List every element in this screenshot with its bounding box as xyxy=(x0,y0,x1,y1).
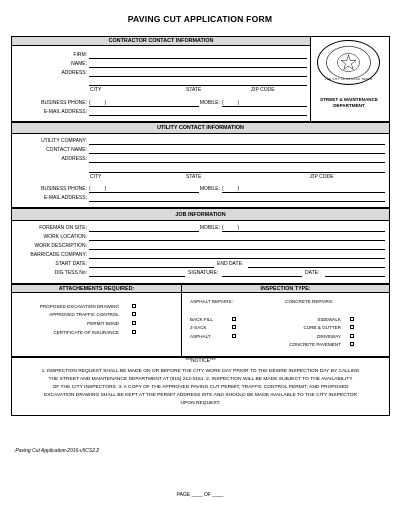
utility-company-label: UTILITY COMPANY: xyxy=(41,138,87,144)
concrete-checkbox[interactable] xyxy=(350,334,354,338)
utility-business-phone-label: BUSINESS PHONE: xyxy=(41,186,87,192)
foreman-field[interactable] xyxy=(89,231,199,232)
asphalt-item-label: ASPHALT xyxy=(190,334,211,339)
notice-line: THE STREET AND MAINTENANCE DEPARTMENT AT (915) 212-0151. 2. INSPECTION WILL BE MADE SUBJECT TO THE AVAILABILITY xyxy=(48,377,353,382)
dig-tess-field[interactable] xyxy=(89,276,185,277)
concrete-checkbox[interactable] xyxy=(350,325,354,329)
city-label: CITY xyxy=(90,87,102,93)
job-mobile-field[interactable]: ( ) xyxy=(222,225,240,231)
seal-text: THE CITY OF EL PASO TEXAS xyxy=(324,77,373,81)
zip-label: ZIP CODE xyxy=(251,87,275,93)
job-mobile-line xyxy=(222,231,385,232)
page-title: PAVING CUT APPLICATION FORM xyxy=(127,14,273,24)
name-field[interactable] xyxy=(89,67,307,68)
concrete-item-label: DRIVEWAY xyxy=(317,334,341,339)
notice-line: UPON REQUEST. xyxy=(180,401,221,406)
address-label: ADDRESS: xyxy=(61,70,87,76)
attachments-header: ATTACHEMENTS REQUIRED: xyxy=(12,285,181,293)
utility-email-field[interactable] xyxy=(89,201,385,202)
firm-field[interactable] xyxy=(89,58,307,59)
start-date-label: START DATE: xyxy=(55,261,87,267)
date-field[interactable] xyxy=(325,276,385,277)
utility-mobile-line xyxy=(222,192,385,193)
foreman-label: FOREMAN ON SITE: xyxy=(39,225,87,231)
work-description-label: WORK DESCRIPTION: xyxy=(34,243,87,249)
end-date-label: END DATE: xyxy=(217,261,244,267)
asphalt-checkbox[interactable] xyxy=(232,317,236,321)
notice-title: ***NOTICE*** xyxy=(185,358,216,364)
attachment-checkbox[interactable] xyxy=(132,330,136,334)
utility-zip-label: ZIP CODE xyxy=(310,174,334,180)
contact-name-field[interactable] xyxy=(89,153,385,154)
attachment-checkbox[interactable] xyxy=(132,321,136,325)
utility-company-field[interactable] xyxy=(89,144,385,145)
utility-email-label: E-MAIL ADDRESS: xyxy=(43,195,87,201)
utility-address-field[interactable] xyxy=(89,162,385,163)
firm-label: FIRM: xyxy=(73,52,87,58)
city-seal-icon xyxy=(317,40,380,85)
business-phone-field[interactable]: ( ) xyxy=(89,100,107,106)
notice-line: EXCAVATION DRAWING SHALL BE KEPT AT THE PERMIT ADDRESS SITE AND SHOULD BE MADE AVAILABLE TO THE CITY INSPECTOR xyxy=(44,393,357,398)
concrete-checkbox[interactable] xyxy=(350,317,354,321)
address-field[interactable] xyxy=(89,76,307,77)
barricade-field[interactable] xyxy=(89,258,385,259)
contractor-divider xyxy=(310,36,311,122)
address-field-2[interactable] xyxy=(89,85,307,86)
attachment-item-label: APPROVED TRAFFIC CONTROL xyxy=(49,312,119,317)
concrete-checkbox[interactable] xyxy=(350,342,354,346)
asphalt-repairs-title: ASPHALT REPAIRS: xyxy=(190,299,233,304)
version-label: :Paving Cut Application-2016-v5CS2.2 xyxy=(14,448,100,454)
barricade-label: BARRICADE COMPANY: xyxy=(30,252,87,258)
email-field[interactable] xyxy=(89,115,307,116)
date-label: DATE: xyxy=(305,270,320,276)
attachment-item-label: PROPOSED EXCAVATION DRAWING xyxy=(39,304,119,309)
concrete-item-label: CONCRETE PAVEMENT xyxy=(289,342,341,347)
signature-label: SIGNATURE: xyxy=(188,270,219,276)
asphalt-checkbox[interactable] xyxy=(232,334,236,338)
name-label: NAME: xyxy=(71,61,87,67)
mobile-field[interactable]: ( ) xyxy=(222,100,240,106)
work-location-label: WORK LOCATION: xyxy=(43,234,87,240)
business-phone-label: BUSINESS PHONE: xyxy=(41,100,87,106)
job-mobile-label: MOBILE: xyxy=(199,225,220,231)
business-phone-line xyxy=(89,106,199,107)
end-date-field[interactable] xyxy=(248,267,385,268)
notice-line: 1. INSPECTION REQUEST SHALL BE MADE ON OR BEFORE THE CITY WORK DAY PRIOR TO THE DESIRE INSPECTION DAY BY CALLING xyxy=(41,369,360,374)
state-label: STATE xyxy=(186,87,202,93)
utility-business-phone-line xyxy=(89,192,199,193)
concrete-repairs-title: CONCRETE REPAIRS: xyxy=(285,299,334,304)
department-label: STREET & MAINTENANCE DEPARTMENT xyxy=(320,97,378,108)
inspection-header: INSPECTION TYPE: xyxy=(182,285,389,293)
work-description-field[interactable] xyxy=(89,249,385,250)
notice-line: OF THE CITY INSPECTORS. 3. A COPY OF THE APPROVED PAVING CUT PERMIT, TRAFFIC CONTROL PERMIT, AND PROPOSED xyxy=(52,385,349,390)
asphalt-checkbox[interactable] xyxy=(232,325,236,329)
attachment-item-label: PERMIT BOND xyxy=(87,321,119,326)
utility-mobile-label: MOBILE: xyxy=(199,186,220,192)
utility-header: UTILITY CONTACT INFORMATION xyxy=(12,123,389,134)
page-number: PAGE ____ OF ____ xyxy=(176,492,224,498)
email-label: E-MAIL ADDRESS: xyxy=(43,109,87,115)
attachment-checkbox[interactable] xyxy=(132,312,136,316)
contact-name-label: CONTACT NAME: xyxy=(46,147,87,153)
concrete-item-label: SIDEWALK xyxy=(317,317,341,322)
job-header: JOB INFORMATION xyxy=(12,209,389,221)
attachments-divider xyxy=(181,284,182,357)
mobile-label: MOBILE: xyxy=(199,100,220,106)
concrete-item-label: CURB & GUTTER xyxy=(303,325,341,330)
attachment-item-label: CERTIFICATE OF INSURANCE xyxy=(53,330,119,335)
utility-state-label: STATE xyxy=(186,174,202,180)
dig-tess-label: DIG TESS No: xyxy=(54,270,87,276)
asphalt-item-label: 2-SACK xyxy=(190,325,207,330)
contractor-header: CONTRACTOR CONTACT INFORMATION xyxy=(12,37,310,46)
start-date-field[interactable] xyxy=(89,267,214,268)
attachment-checkbox[interactable] xyxy=(132,304,136,308)
utility-city-label: CITY xyxy=(90,174,102,180)
asphalt-item-label: BACK FILL xyxy=(190,317,213,322)
utility-mobile-field[interactable]: ( ) xyxy=(222,186,240,192)
utility-address-label: ADDRESS: xyxy=(61,156,87,162)
work-location-field[interactable] xyxy=(89,240,385,241)
mobile-line xyxy=(222,106,307,107)
utility-address-field-2[interactable] xyxy=(89,172,385,173)
signature-field[interactable] xyxy=(222,276,302,277)
utility-business-phone-field[interactable]: ( ) xyxy=(89,186,107,192)
